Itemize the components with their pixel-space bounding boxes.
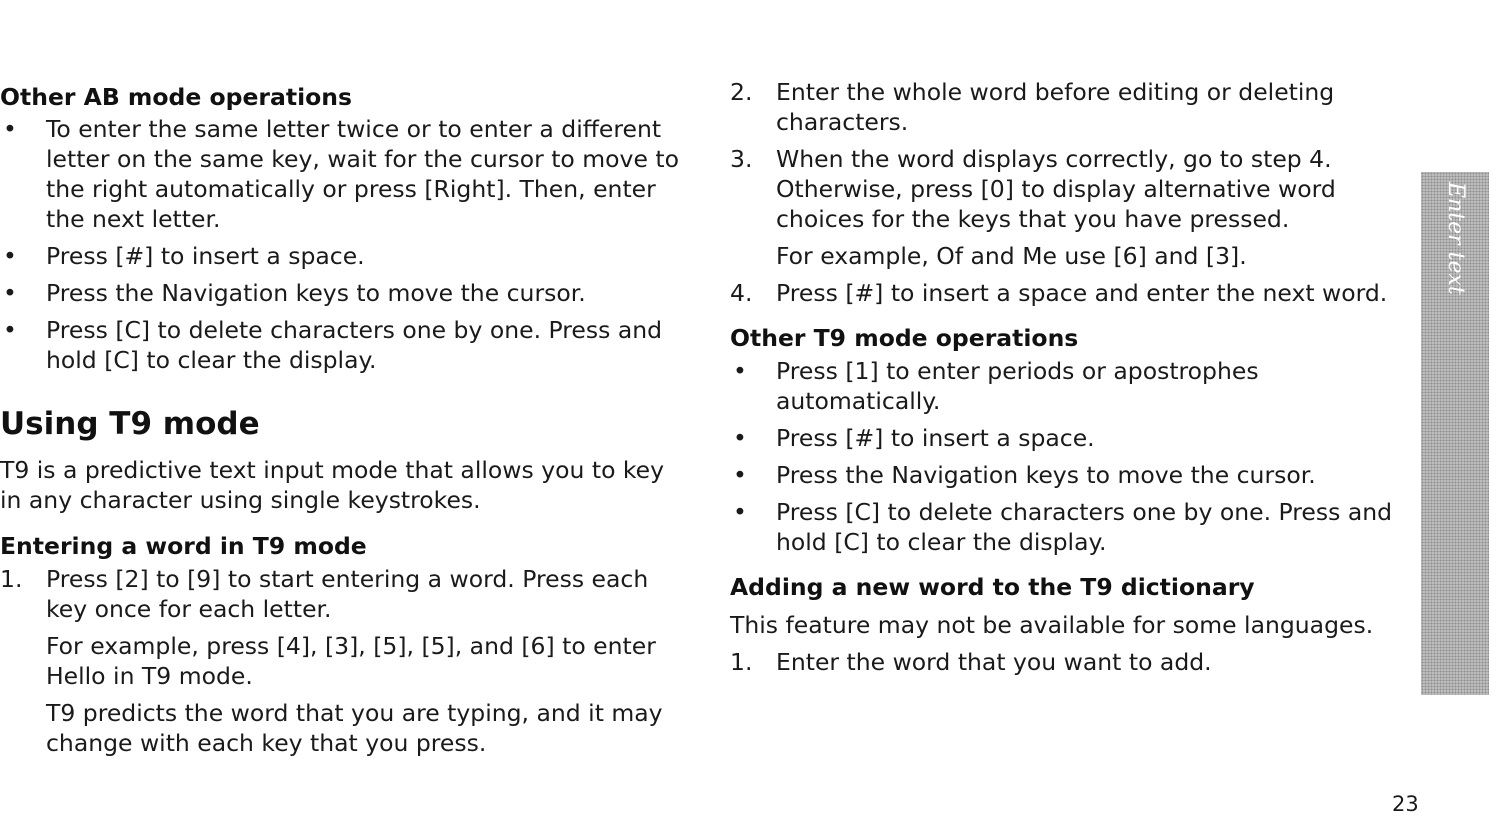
list-item xyxy=(730,460,1410,490)
list-item xyxy=(0,278,690,308)
right-column xyxy=(730,0,1410,677)
list-item-text: Press the Navigation keys to move the cursor. xyxy=(776,461,1316,489)
list-item xyxy=(730,497,1410,557)
step-number: 2. xyxy=(730,78,753,106)
list-item xyxy=(0,114,690,234)
list-item xyxy=(0,315,690,375)
ab-heading: Other AB mode operations xyxy=(0,83,353,111)
bullet: • xyxy=(733,357,747,385)
step-item xyxy=(730,647,1410,677)
bullet: • xyxy=(733,461,747,489)
page-number: 23 xyxy=(1392,792,1419,816)
step-item xyxy=(730,144,1410,234)
step-text: Press [2] to [9] to start entering a word. Press each key once for each letter. xyxy=(46,565,649,623)
step-item xyxy=(0,564,690,624)
list-item-text: Press the Navigation keys to move the cursor. xyxy=(46,279,586,307)
step-text: Enter the word that you want to add. xyxy=(776,648,1212,676)
step-example: For example, Of and Me use [6] and [3]. xyxy=(776,242,1247,270)
bullet: • xyxy=(733,424,747,452)
list-item-text: Press [1] to enter periods or apostrophes automatically. xyxy=(776,357,1259,415)
step-example: For example, press [4], [3], [5], [5], and [6] to enter Hello in T9 mode. xyxy=(46,632,656,690)
bullet: • xyxy=(3,242,17,270)
bullet: • xyxy=(733,498,747,526)
list-item-text: Press [C] to delete characters one by one. Press and hold [C] to clear the display. xyxy=(776,498,1393,556)
step-note: T9 predicts the word that you are typing, and it may change with each key that you press. xyxy=(46,699,663,757)
list-item xyxy=(0,241,690,271)
step-number: 4. xyxy=(730,279,753,307)
t9-ops-heading: Other T9 mode operations xyxy=(730,324,1079,352)
list-item-text: Press [#] to insert a space. xyxy=(46,242,365,270)
step-text: When the word displays correctly, go to step 4. Otherwise, press [0] to display alternative word choices for the keys that you have pressed. xyxy=(776,145,1336,233)
step-text: Press [#] to insert a space and enter the next word. xyxy=(776,279,1388,307)
step-number: 1. xyxy=(0,565,23,593)
list-item-text: Press [#] to insert a space. xyxy=(776,424,1095,452)
left-column xyxy=(0,0,690,758)
dict-intro: This feature may not be available for some languages. xyxy=(730,611,1374,639)
step-number: 1. xyxy=(730,648,753,676)
dict-heading: Adding a new word to the T9 dictionary xyxy=(730,573,1255,601)
bullet: • xyxy=(3,316,17,344)
t9-intro: T9 is a predictive text input mode that allows you to key in any character using single keystrokes. xyxy=(0,456,665,514)
step-item xyxy=(730,278,1410,308)
section-title: Using T9 mode xyxy=(0,406,260,442)
list-item-text: To enter the same letter twice or to enter a different letter on the same key, wait for the cursor to move to the right automatically or press [Right]. Then, enter the next letter. xyxy=(46,115,679,233)
list-item xyxy=(730,423,1410,453)
bullet: • xyxy=(3,279,17,307)
chapter-tab-label: Enter text xyxy=(1443,182,1468,295)
bullet: • xyxy=(3,115,17,143)
step-text: Enter the whole word before editing or deleting characters. xyxy=(776,78,1335,136)
list-item-text: Press [C] to delete characters one by one. Press and hold [C] to clear the display. xyxy=(46,316,663,374)
step-item xyxy=(730,77,1410,137)
list-item xyxy=(730,356,1410,416)
enter-word-heading: Entering a word in T9 mode xyxy=(0,532,367,560)
step-number: 3. xyxy=(730,145,753,173)
